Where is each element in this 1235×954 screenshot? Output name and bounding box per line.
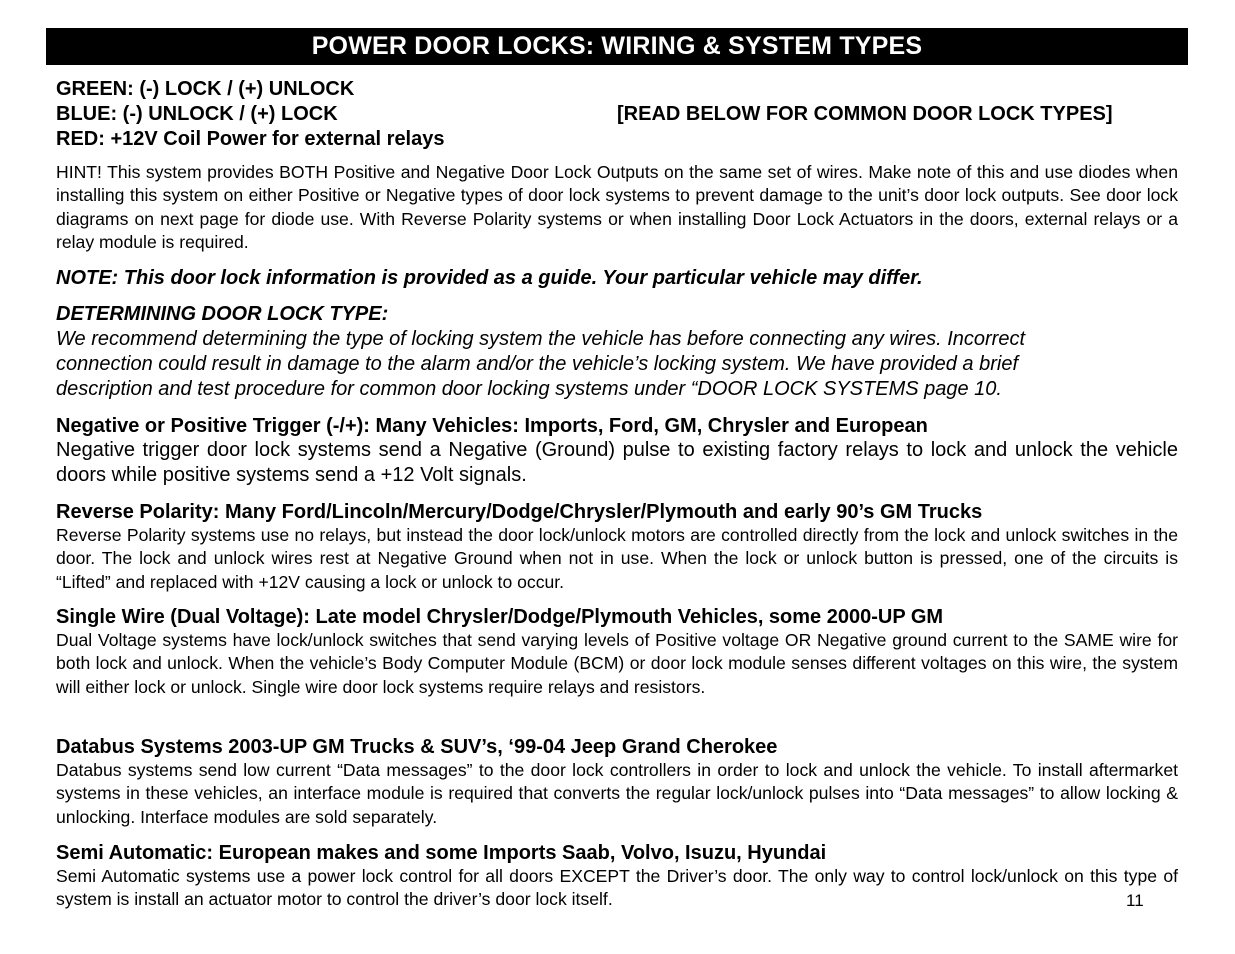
semi-automatic-heading: Semi Automatic: European makes and some Imports Saab, Volvo, Isuzu, Hyundai xyxy=(56,842,827,864)
note-line: NOTE: This door lock information is provided as a guide. Your particular vehicle may differ. xyxy=(56,267,923,289)
page-number: 11 xyxy=(1126,891,1144,910)
negative-positive-heading: Negative or Positive Trigger (-/+): Many Vehicles: Imports, Ford, GM, Chrysler and European xyxy=(56,415,928,437)
wire-blue: BLUE: (-) UNLOCK / (+) LOCK xyxy=(56,103,338,125)
semi-automatic-body: Semi Automatic systems use a power lock control for all doors EXCEPT the Driver’s door. The only way to control lock/unlock on this type of system is install an actuator motor to control the driver’s door lock itself. xyxy=(56,866,1178,910)
reverse-polarity-section xyxy=(56,500,1178,594)
determining-heading: DETERMINING DOOR LOCK TYPE: xyxy=(56,303,389,325)
wire-red: RED: +12V Coil Power for external relays xyxy=(56,128,445,150)
determining-line-2: connection could result in damage to the alarm and/or the vehicle’s locking system. We have provided a brief xyxy=(56,353,1019,375)
reverse-polarity-body: Reverse Polarity systems use no relays, but instead the door lock/unlock motors are controlled directly from the lock and unlock switches in the door. The lock and unlock wires rest at Negative Ground when not in use. When the lock or unlock button is pressed, one of the circuits is “Lifted” and replaced with +12V causing a lock or unlock to occur. xyxy=(56,525,1178,592)
single-wire-section xyxy=(56,605,1178,699)
databus-heading: Databus Systems 2003-UP GM Trucks & SUV’s, ‘99-04 Jeep Grand Cherokee xyxy=(56,736,778,758)
determining-line-3: description and test procedure for common door locking systems under “DOOR LOCK SYSTEMS page 10. xyxy=(56,378,1002,400)
determining-line-1: We recommend determining the type of locking system the vehicle has before connecting any wires. Incorrect xyxy=(56,328,1025,350)
databus-body: Databus systems send low current “Data messages” to the door lock controllers in order to lock and unlock the vehicle. To install aftermarket systems in these vehicles, an interface module is required that converts the regular lock/unlock pulses into “Data messages” to allow locking & unlocking. Interface modules are sold separately. xyxy=(56,760,1178,827)
databus-section xyxy=(56,735,1178,829)
semi-automatic-section xyxy=(56,841,1178,912)
single-wire-body: Dual Voltage systems have lock/unlock switches that send varying levels of Positive voltage OR Negative ground current to the SAME wire for both lock and unlock. When the vehicle’s Body Computer Module (BCM) or door lock module senses different voltages on this wire, the system will either lock or unlock. Single wire door lock systems require relays and resistors. xyxy=(56,630,1178,697)
wire-green: GREEN: (-) LOCK / (+) UNLOCK xyxy=(56,78,355,100)
page-title: POWER DOOR LOCKS: WIRING & SYSTEM TYPES xyxy=(46,28,1188,65)
hint-paragraph: HINT! This system provides BOTH Positive and Negative Door Lock Outputs on the same set of wires. Make note of this and use diodes when installing this system on either Positive or Negative types of door lock systems to prevent damage to the unit’s door lock outputs. See door lock diagrams on next page for diode use. With Reverse Polarity systems or when installing Door Lock Actuators in the doors, external relays or a relay module is required. xyxy=(56,162,1178,252)
determining-section xyxy=(56,302,1178,402)
read-below-note: [READ BELOW FOR COMMON DOOR LOCK TYPES] xyxy=(617,103,1113,125)
negative-positive-section xyxy=(56,414,1178,487)
single-wire-heading: Single Wire (Dual Voltage): Late model Chrysler/Dodge/Plymouth Vehicles, some 2000-UP GM xyxy=(56,606,944,628)
negative-positive-body: Negative trigger door lock systems send a Negative (Ground) pulse to existing factory relays to lock and unlock the vehicle doors while positive systems send a +12 Volt signals. xyxy=(56,439,1178,486)
reverse-polarity-heading: Reverse Polarity: Many Ford/Lincoln/Mercury/Dodge/Chrysler/Plymouth and early 90’s GM Trucks xyxy=(56,501,983,523)
